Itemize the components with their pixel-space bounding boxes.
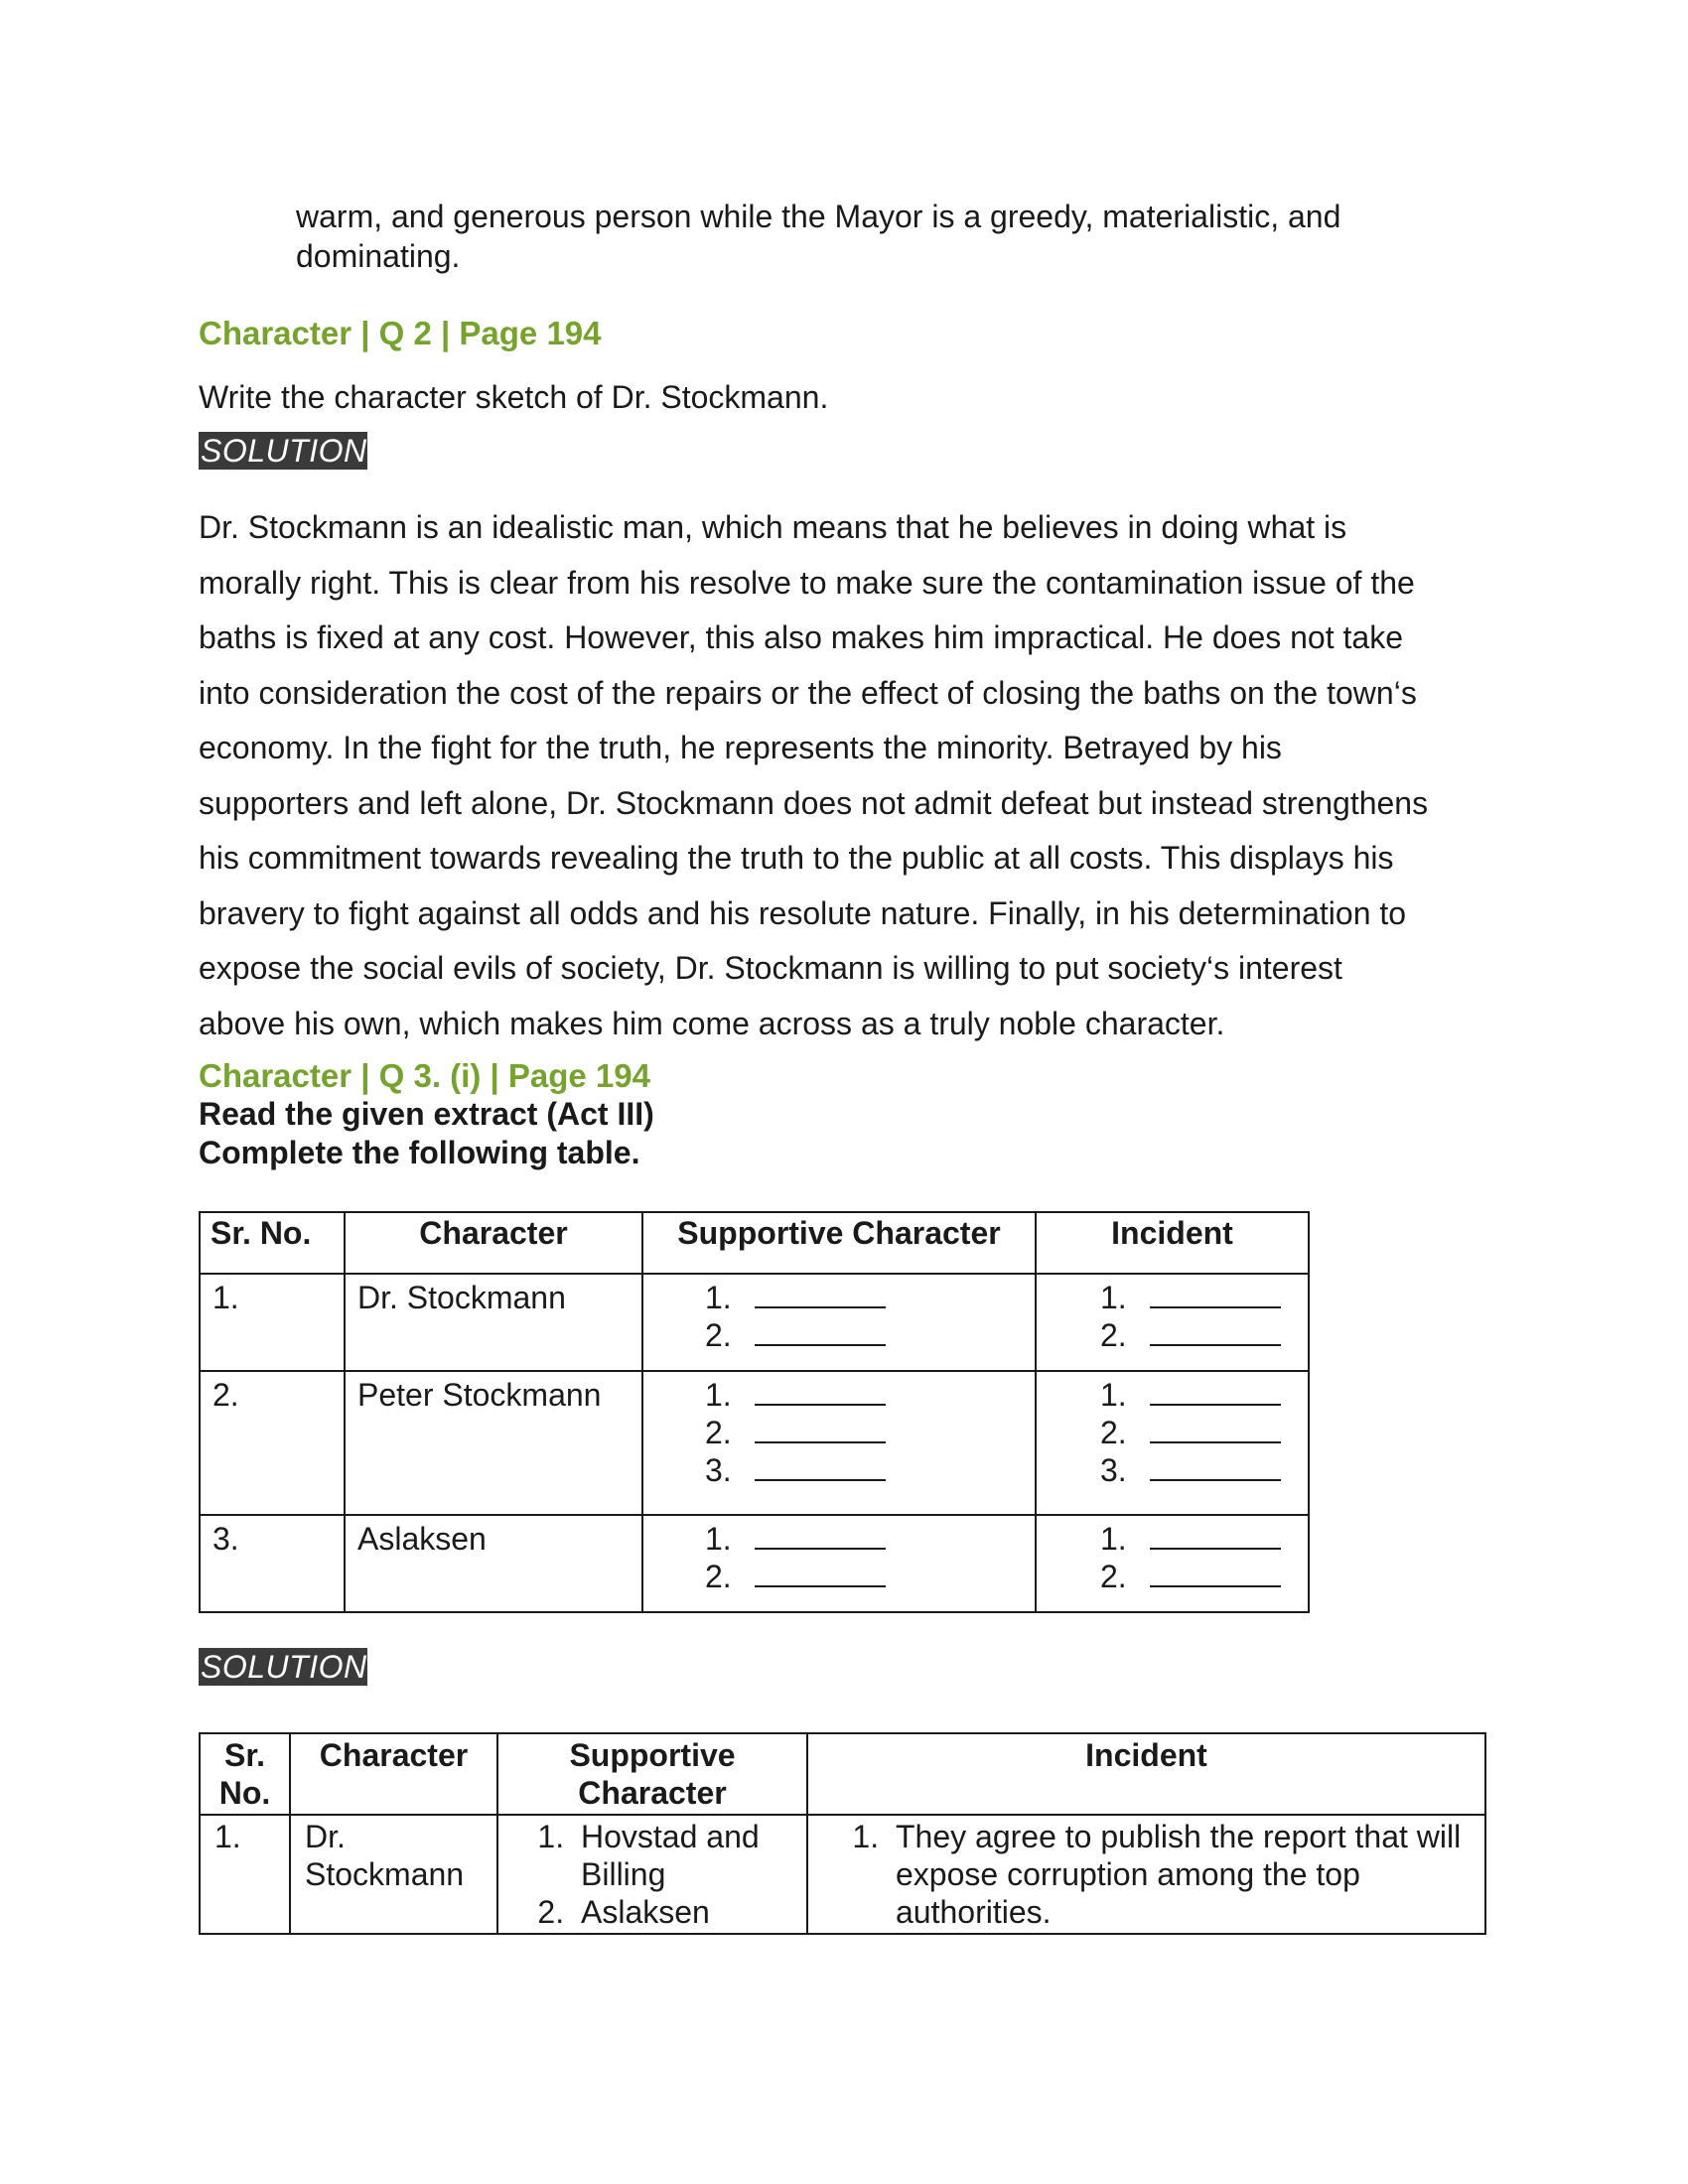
list-number: 2. (1100, 1317, 1127, 1353)
fill-in-blank[interactable] (755, 1453, 886, 1481)
fill-in-blank[interactable] (1150, 1378, 1281, 1406)
q2-answer-paragraph (199, 500, 1519, 1051)
list-number: 2. (705, 1317, 732, 1353)
header-sr-no: Sr. No. (200, 1733, 290, 1815)
cell-sr: 3. (200, 1515, 345, 1612)
paragraph-line: above his own, which makes him come across as a truly noble character. (199, 1005, 1225, 1041)
fill-in-blank[interactable] (755, 1378, 886, 1406)
fill-in-blank[interactable] (1150, 1560, 1281, 1587)
supportive-list (498, 1818, 792, 1931)
header-incident: Incident (1036, 1212, 1309, 1274)
fill-in-blank[interactable] (755, 1560, 886, 1587)
paragraph-line: bravery to fight against all odds and his resolute nature. Finally, in his determination to (199, 894, 1407, 931)
header-character: Character (345, 1212, 642, 1274)
table-row (200, 1815, 1485, 1934)
list-number: 2. (1100, 1559, 1127, 1594)
list-number: 1. (705, 1521, 732, 1557)
cell-character: Peter Stockmann (345, 1371, 642, 1515)
cell-sr: 1. (200, 1815, 290, 1934)
list-number: 3. (1100, 1452, 1127, 1488)
paragraph-line: baths is fixed at any cost. However, this also makes him impractical. He does not take (199, 619, 1403, 655)
cell-supportive-blanks[interactable] (642, 1274, 1036, 1371)
cell-character: Aslaksen (345, 1515, 642, 1612)
cell-supportive-blanks[interactable] (642, 1515, 1036, 1612)
cell-supportive-blanks[interactable] (642, 1371, 1036, 1515)
list-item: 1. Hovstad and Billing (573, 1818, 792, 1893)
cell-character: Dr. Stockmann (290, 1815, 497, 1934)
table-row (200, 1274, 1309, 1371)
question-table (199, 1211, 1310, 1613)
intro-line: dominating. (296, 238, 461, 274)
cell-sr: 2. (200, 1371, 345, 1515)
cell-incident-blanks[interactable] (1036, 1515, 1309, 1612)
paragraph-line: morally right. This is clear from his resolve to make sure the contamination issue of the (199, 564, 1415, 601)
cell-incident (807, 1815, 1485, 1934)
cell-supportive-character (497, 1815, 807, 1934)
header-sr-no: Sr. No. (200, 1212, 345, 1274)
fill-in-blank[interactable] (755, 1416, 886, 1443)
answer-table (199, 1732, 1486, 1935)
q3-heading: Character | Q 3. (i) | Page 194 (199, 1057, 650, 1094)
q2-heading: Character | Q 2 | Page 194 (199, 315, 602, 351)
fill-in-blank[interactable] (1150, 1318, 1281, 1346)
cell-character: Dr. Stockmann (345, 1274, 642, 1371)
solution-label: SOLUTION (201, 1649, 367, 1685)
table-header-row (200, 1733, 1485, 1815)
table-row (200, 1371, 1309, 1515)
incident-list (808, 1818, 1467, 1931)
list-item: 1. They agree to publish the report that will expose corruption among the top authorities. (888, 1818, 1467, 1931)
paragraph-line: economy. In the fight for the truth, he represents the minority. Betrayed by his (199, 730, 1282, 765)
table-header-row (200, 1212, 1309, 1274)
paragraph-line: into consideration the cost of the repairs or the effect of closing the baths on the town‘s (199, 674, 1417, 711)
header-incident: Incident (807, 1733, 1485, 1815)
solution-label: SOLUTION (201, 433, 367, 469)
list-number: 2. (705, 1415, 732, 1450)
fill-in-blank[interactable] (755, 1318, 886, 1346)
list-number: 1. (705, 1377, 732, 1413)
list-number: 2. (705, 1559, 732, 1594)
list-item: 2. Aslaksen (573, 1893, 792, 1931)
fill-in-blank[interactable] (755, 1522, 886, 1550)
q2-question: Write the character sketch of Dr. Stockmann. (199, 379, 829, 415)
cell-sr: 1. (200, 1274, 345, 1371)
cell-incident-blanks[interactable] (1036, 1371, 1309, 1515)
list-number: 2. (1100, 1415, 1127, 1450)
list-number: 1. (1100, 1521, 1127, 1557)
fill-in-blank[interactable] (1150, 1453, 1281, 1481)
list-number: 1. (705, 1280, 732, 1315)
header-supportive-character: Supportive Character (642, 1212, 1036, 1274)
fill-in-blank[interactable] (755, 1281, 886, 1308)
fill-in-blank[interactable] (1150, 1522, 1281, 1550)
paragraph-line: supporters and left alone, Dr. Stockmann does not admit defeat but instead strengthens (199, 784, 1429, 821)
intro-line: warm, and generous person while the Mayor is a greedy, materialistic, and (296, 199, 1341, 234)
list-number: 3. (705, 1452, 732, 1488)
cell-incident-blanks[interactable] (1036, 1274, 1309, 1371)
intro-text (296, 197, 1487, 276)
paragraph-line: expose the social evils of society, Dr. Stockmann is willing to put society‘s interest (199, 950, 1342, 986)
header-character: Character (290, 1733, 497, 1815)
table-row (200, 1515, 1309, 1612)
paragraph-line: Dr. Stockmann is an idealistic man, which means that he believes in doing what is (199, 509, 1347, 545)
paragraph-line: his commitment towards revealing the truth to the public at all costs. This displays his (199, 840, 1394, 876)
header-supportive-character: Supportive Character (497, 1733, 807, 1815)
list-number: 1. (1100, 1280, 1127, 1315)
fill-in-blank[interactable] (1150, 1416, 1281, 1443)
q3-instruction-extract: Read the given extract (Act III) (199, 1096, 654, 1132)
fill-in-blank[interactable] (1150, 1281, 1281, 1308)
q3-instruction-table: Complete the following table. (199, 1135, 640, 1170)
list-number: 1. (1100, 1377, 1127, 1413)
